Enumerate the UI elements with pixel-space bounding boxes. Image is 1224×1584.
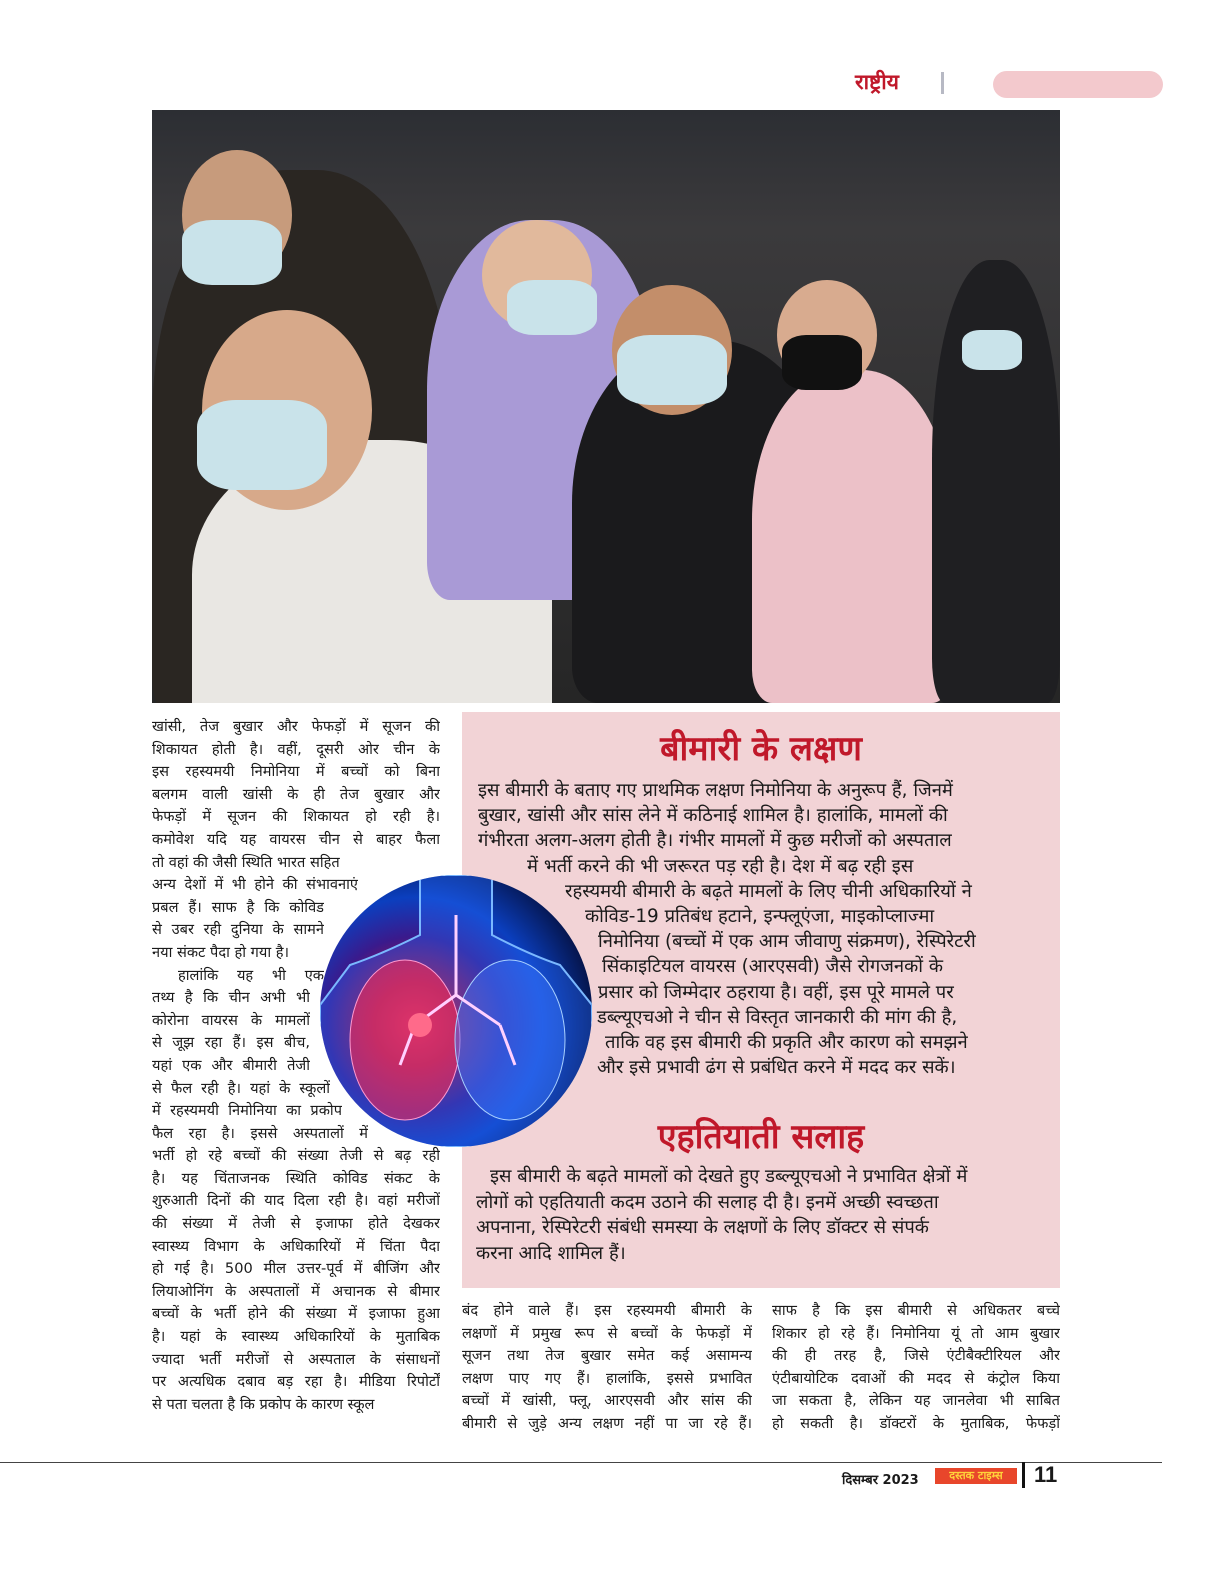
box-text-line: करना आदि शामिल हैं।: [476, 1242, 626, 1264]
text-line: फेफड़ों में सूजन की शिकायत हो रही है।: [152, 808, 440, 826]
text-line: भर्ती हो रहे बच्चों की संख्या तेजी से बढ़ रही: [152, 1147, 440, 1165]
box-text-line: कोविड-19 प्रतिबंध हटाने, इन्फ्लूएंजा, माइकोप्लाज्मा: [585, 906, 935, 927]
lungs-illustration: [320, 875, 592, 1147]
text-line: शुरुआती दिनों की याद दिला रही है। वहां मरीजों: [152, 1192, 440, 1210]
box-text-line: गंभीरता अलग-अलग होती है। गंभीर मामलों में कुछ मरीजों को अस्पताल: [478, 830, 952, 852]
text-line: है। यह चिंताजनक स्थिति कोविड संकट के: [152, 1169, 440, 1187]
box-text-line: डब्ल्यूएचओ ने चीन से विस्तृत जानकारी की मांग की है,: [597, 1006, 958, 1028]
text-line: लक्षण पाए गए हैं। हालांकि, इससे प्रभावित: [462, 1369, 752, 1387]
text-line: लियाओनिंग के अस्पतालों में अचानक से बीमार: [152, 1282, 440, 1300]
symptoms-heading: बीमारी के लक्षण: [660, 729, 862, 769]
box-text-line: में भर्ती करने की भी जरूरत पड़ रही है। देश में बढ़ रही इस: [527, 855, 914, 877]
text-line: हालांकि यह भी एक: [178, 966, 324, 984]
text-line: शिकायत होती है। वहीं, दूसरी ओर चीन के: [152, 740, 440, 758]
text-line: साफ है कि इस बीमारी से अधिकतर बच्चे: [772, 1302, 1060, 1319]
text-line: की ही तरह है, जिसे एंटीबैक्टीरियल और: [772, 1347, 1060, 1365]
box-text-line: लोगों को एहतियाती कदम उठाने की सलाह दी है। इनमें अच्छी स्वच्छता: [476, 1191, 939, 1213]
issue-date: दिसम्बर 2023: [842, 1473, 919, 1488]
text-line: से फैल रही है। यहां के स्कूलों: [152, 1079, 330, 1097]
text-line: फैल रहा है। इससे अस्पतालों में: [152, 1124, 368, 1142]
text-line: है। यहां के स्वास्थ्य अधिकारियों के मुताबिक: [152, 1328, 440, 1346]
text-line: ज्यादा भर्ती मरीजों से अस्पताल के संसाधनों: [152, 1350, 440, 1368]
text-line: बच्चों के भर्ती होने की संख्या में इजाफा हुआ: [152, 1305, 440, 1323]
magazine-logo: दस्तक टाइम्स: [935, 1468, 1017, 1484]
crowd-wearing-masks-photo: [152, 110, 1060, 703]
text-line: से पता चलता है कि प्रकोप के कारण स्कूल: [152, 1395, 375, 1413]
box-text-line: बुखार, खांसी और सांस लेने में कठिनाई शामिल है। हालांकि, मामलों की: [478, 805, 948, 827]
text-line: बीमारी से जुड़े अन्य लक्षण नहीं पा जा रहे हैं।: [462, 1414, 752, 1432]
header-pill-decoration: [993, 71, 1163, 98]
box-text-line: और इसे प्रभावी ढंग से प्रबंधित करने में मदद कर सकें।: [597, 1057, 956, 1079]
article-column-2: [462, 1300, 752, 1436]
text-line: बच्चों में खांसी, फ्लू, आरएसवी और सांस की: [462, 1392, 752, 1410]
text-line: जा सकता है, लेकिन यह जानलेवा भी साबित: [772, 1392, 1060, 1410]
text-line: यहां एक और बीमारी तेजी: [152, 1056, 310, 1074]
text-line: बलगम वाली खांसी के ही तेज बुखार और: [152, 785, 440, 803]
text-line: बंद होने वाले हैं। इस रहस्यमयी बीमारी के: [462, 1302, 752, 1319]
text-line: शिकार हो रहे हैं। निमोनिया यूं तो आम बुखार: [772, 1324, 1060, 1342]
text-line: से उबर रही दुनिया के सामने: [152, 921, 324, 939]
text-line: हो गई है। 500 मील उत्तर-पूर्व में बीजिंग और: [152, 1260, 440, 1278]
text-line: कोरोना वायरस के मामलों: [152, 1011, 310, 1029]
box-text-line: प्रसार को जिम्मेदार ठहराया है। वहीं, इस पूरे मामले पर: [598, 981, 954, 1003]
text-line: लक्षणों में प्रमुख रूप से बच्चों के फेफड़ों में: [462, 1324, 752, 1342]
text-line: प्रबल हैं। साफ है कि कोविड: [152, 898, 324, 916]
box-text-line: अपनाना, रेस्पिरेटरी संबंधी समस्या के लक्षणों के लिए डॉक्टर से संपर्क: [476, 1217, 929, 1238]
footer-page-separator: [1022, 1462, 1025, 1488]
box-text-line: इस बीमारी के बढ़ते मामलों को देखते हुए डब्ल्यूएचओ ने प्रभावित क्षेत्रों में: [490, 1166, 968, 1187]
section-label: राष्ट्रीय: [855, 70, 899, 94]
article-column-3: [772, 1300, 1060, 1436]
text-line: इस रहस्यमयी निमोनिया में बच्चों को बिना: [152, 763, 440, 781]
box-text-line: सिंकाइटियल वायरस (आरएसवी) जैसे रोगजनकों के: [602, 956, 943, 978]
footer-divider: [0, 1462, 1162, 1463]
text-line: नया संकट पैदा हो गया है।: [152, 943, 290, 961]
box-text-line: निमोनिया (बच्चों में एक आम जीवाणु संक्रमण), रेस्पिरेटरी: [598, 931, 976, 953]
text-line: की संख्या में तेजी से इजाफा होते देखकर: [152, 1215, 440, 1233]
text-line: कमोवेश यदि यह वायरस चीन से बाहर फैला: [152, 830, 440, 848]
page-number: 11: [1034, 1462, 1058, 1487]
precaution-heading: एहतियाती सलाह: [657, 1117, 865, 1157]
header-divider: [941, 72, 944, 94]
text-line: एंटीबायोटिक दवाओं की मदद से कंट्रोल किया: [772, 1369, 1060, 1387]
box-text-line: इस बीमारी के बताए गए प्राथमिक लक्षण निमोनिया के अनुरूप हैं, जिनमें: [478, 780, 953, 801]
text-line: अन्य देशों में भी होने की संभावनाएं: [152, 876, 358, 894]
text-line: सूजन तथा तेज बुखार समेत कई असामन्य: [462, 1347, 752, 1365]
text-line: खांसी, तेज बुखार और फेफड़ों में सूजन की: [152, 718, 440, 735]
text-line: में रहस्यमयी निमोनिया का प्रकोप: [152, 1102, 342, 1120]
text-line: हो सकती है। डॉक्टरों के मुताबिक, फेफड़ों: [772, 1414, 1060, 1432]
box-text-line: ताकि वह इस बीमारी की प्रकृति और कारण को समझने: [605, 1032, 968, 1053]
box-text-line: रहस्यमयी बीमारी के बढ़ते मामलों के लिए चीनी अधिकारियों ने: [565, 880, 972, 902]
text-line: से जूझ रहा हैं। इस बीच,: [152, 1034, 310, 1052]
text-line: तो वहां की जैसी स्थिति भारत सहित: [152, 853, 340, 871]
text-line: तथ्य है कि चीन अभी भी: [152, 989, 310, 1007]
text-line: स्वास्थ्य विभाग के अधिकारियों में चिंता पैदा: [152, 1237, 440, 1255]
text-line: पर अत्यधिक दबाव बड़ रहा है। मीडिया रिपोर्टों: [152, 1373, 440, 1391]
